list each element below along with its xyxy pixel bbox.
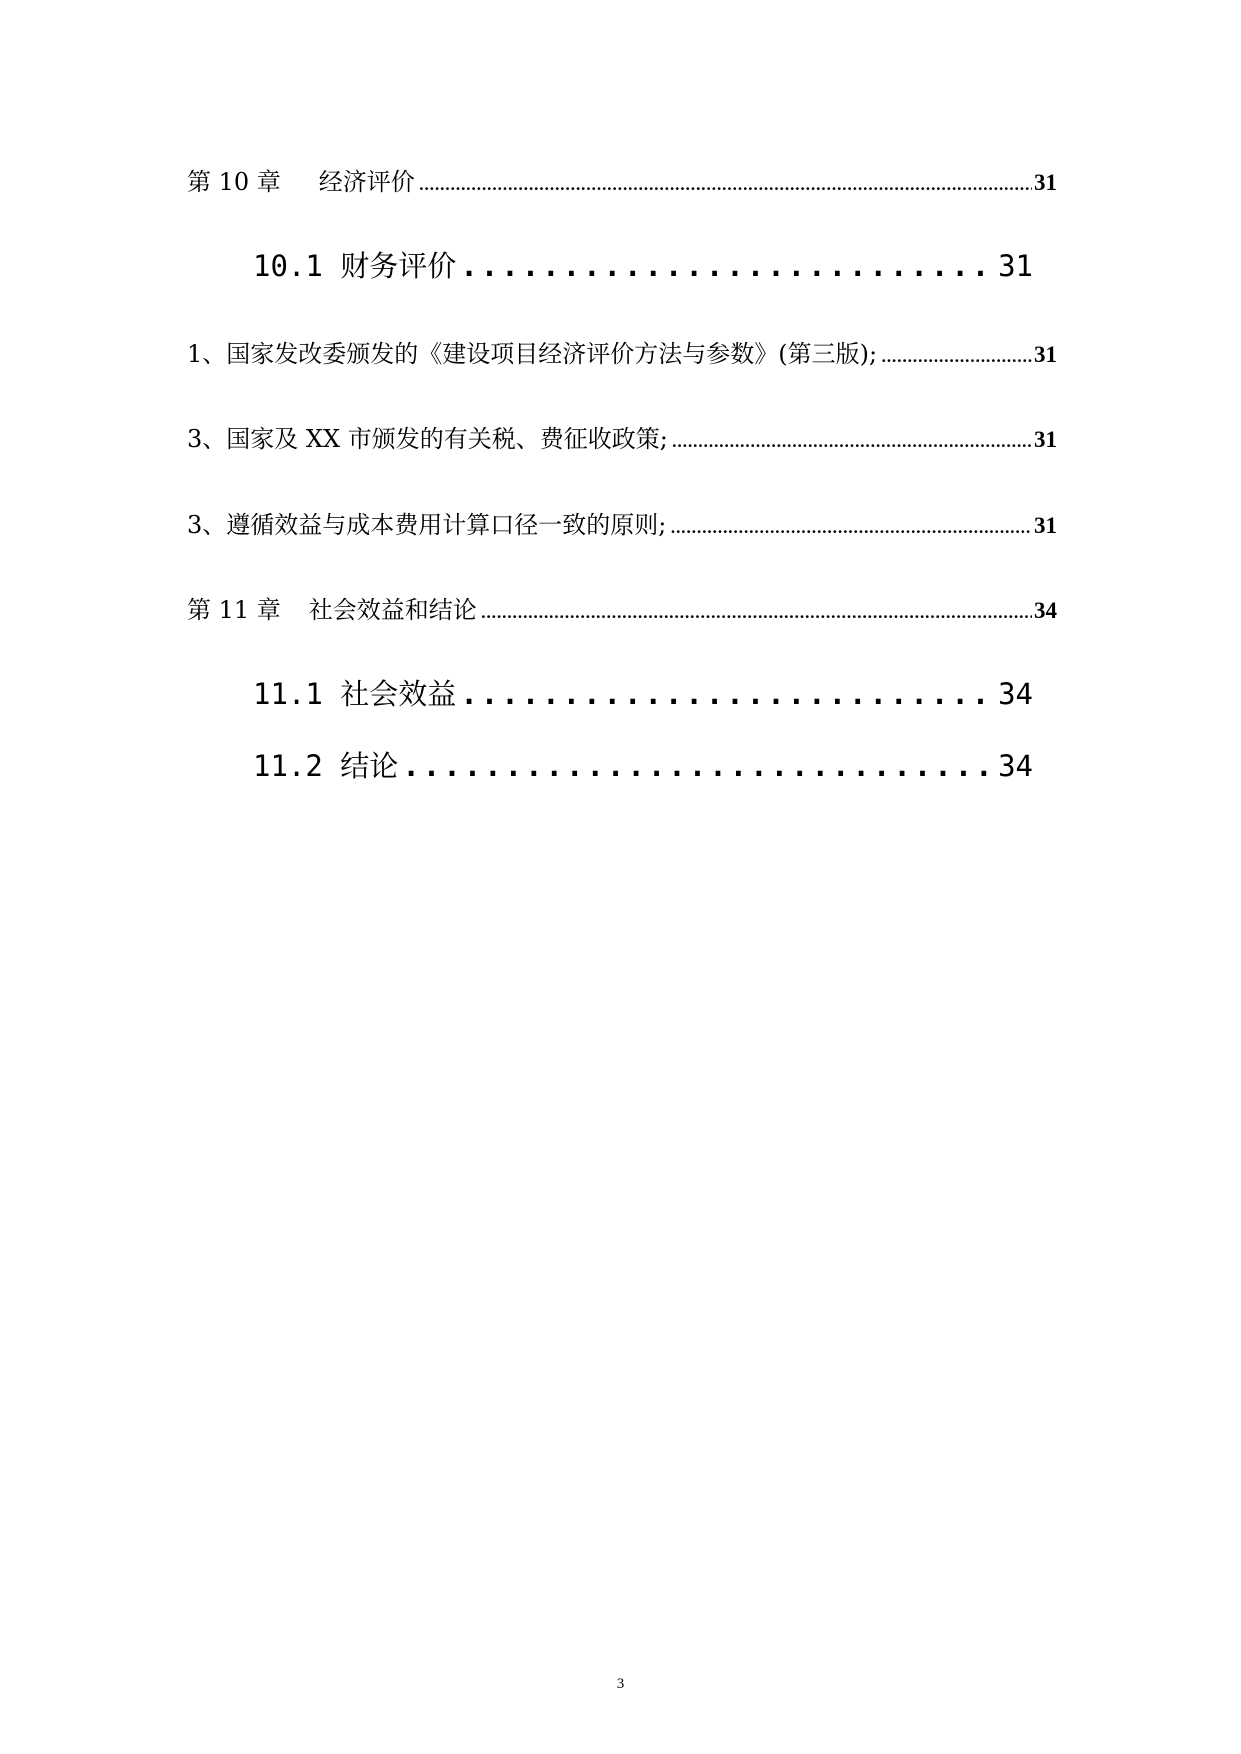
page-number: 31 [1034, 513, 1057, 538]
toc-row-chapter-11[interactable] [187, 590, 1057, 625]
dot-leader [881, 348, 1032, 366]
chapter-title: 经济评价 [318, 168, 415, 196]
chapter-title: 社会效益和结论 [308, 596, 477, 624]
dot-leader [670, 519, 1032, 537]
item-title: 3、遵循效益与成本费用计算口径一致的原则; [187, 511, 667, 539]
item-title: 1、国家发改委颁发的《建设项目经济评价方法与参数》(第三版); [187, 340, 878, 368]
page-number: 31 [1034, 342, 1057, 367]
chapter-prefix: 第 10 章 [187, 168, 281, 196]
section-title: 11.2 结论 [253, 749, 399, 783]
dot-leader [419, 176, 1032, 194]
toc-label [187, 162, 415, 197]
dot-leader [402, 749, 996, 783]
dot-leader [672, 433, 1032, 451]
page-number: 31 [1034, 427, 1057, 452]
footer-page-number: 3 [616, 1676, 625, 1692]
toc-row-item-3a[interactable] [187, 419, 1057, 454]
toc-row-chapter-10[interactable] [187, 162, 1057, 197]
dot-leader [481, 604, 1032, 622]
toc-row-section-11-2[interactable] [253, 744, 1033, 785]
chapter-prefix: 第 11 章 [187, 596, 281, 624]
toc-row-item-1[interactable] [187, 334, 1057, 369]
section-title: 10.1 财务评价 [253, 249, 457, 283]
dot-leader [460, 677, 996, 711]
toc-label [187, 590, 477, 625]
page-number: 34 [1034, 598, 1057, 623]
toc-row-section-10-1[interactable] [253, 244, 1033, 285]
item-title: 3、国家及 XX 市颁发的有关税、费征收政策; [187, 425, 668, 453]
page-number: 34 [998, 749, 1033, 783]
page-number: 31 [1034, 170, 1057, 195]
page-number: 31 [998, 249, 1033, 283]
section-title: 11.1 社会效益 [253, 677, 457, 711]
toc-row-item-3b[interactable] [187, 505, 1057, 540]
toc-row-section-11-1[interactable] [253, 672, 1033, 713]
page-number: 34 [998, 677, 1033, 711]
dot-leader [460, 249, 996, 283]
